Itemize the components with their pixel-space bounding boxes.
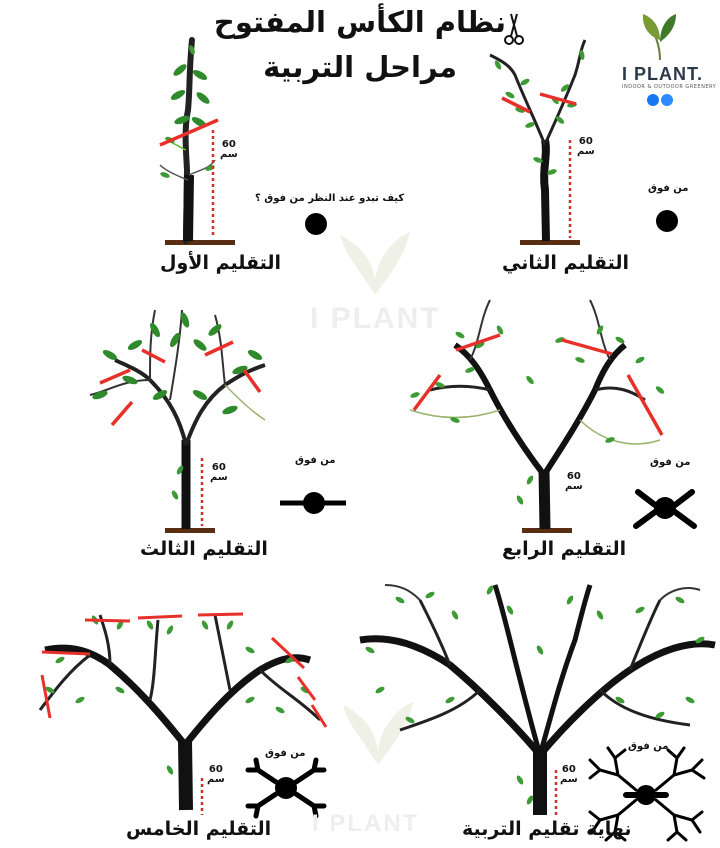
brand-name: I PLANT. — [622, 64, 704, 84]
height-marker-2: 60 سم — [577, 136, 595, 157]
top-view-label-3: من فوق — [295, 455, 336, 466]
stage-3-tree — [90, 310, 265, 533]
height-marker-final: 60 سم — [560, 764, 578, 785]
page-title: نظام الكأس المفتوح — [213, 5, 507, 39]
stage-4-tree — [409, 300, 665, 533]
final-tree — [360, 584, 715, 815]
top-view-label-4: من فوق — [650, 457, 691, 468]
stage-label-3: التقليم الثالث — [140, 538, 268, 560]
height-marker-3: 60 سم — [210, 462, 228, 483]
top-view-dot-2 — [656, 210, 678, 232]
height-marker-1: 60 سم — [220, 139, 238, 160]
facebook-icon — [647, 94, 659, 106]
stage-label-4: التقليم الرابع — [502, 538, 627, 560]
top-view-label-final: من فوق — [628, 741, 669, 752]
brand-logo-icon — [643, 14, 676, 60]
stage-label-final: نهاية تقليم التربية — [462, 818, 632, 840]
top-view-stage-5 — [248, 760, 324, 816]
watermark-text-bottom: I PLANT — [312, 810, 420, 837]
top-view-label-5: من فوق — [265, 748, 306, 759]
top-view-stage-4 — [636, 492, 694, 526]
top-view-label-2: من فوق — [648, 183, 689, 194]
top-view-dot-1 — [305, 213, 327, 235]
stage-label-5: التقليم الخامس — [126, 818, 272, 840]
top-view-stage-3 — [280, 492, 346, 514]
height-marker-4: 60 سم — [565, 471, 583, 492]
stage-label-1: التقليم الأول — [160, 252, 282, 274]
messenger-icon — [661, 94, 673, 106]
watermark-text: I PLANT — [310, 302, 441, 335]
top-view-question: كيف تبدو عند النظر من فوق ؟ — [255, 193, 405, 204]
brand-tagline: INDOOR & OUTDOOR GREENERY — [622, 84, 717, 90]
height-marker-5: 60 سم — [207, 764, 225, 785]
page-subtitle: مراحل التربية — [263, 50, 457, 84]
stage-label-2: التقليم الثاني — [502, 252, 629, 274]
